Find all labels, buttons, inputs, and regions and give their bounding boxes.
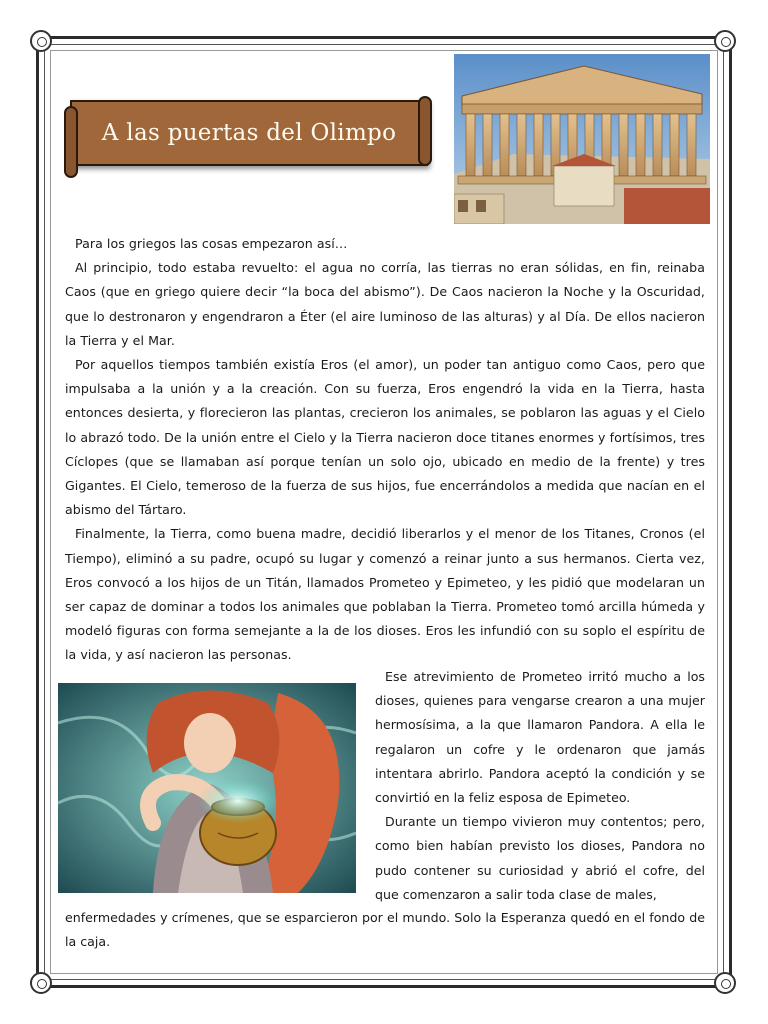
paragraph-caos: Al principio, todo estaba revuelto: el agua no corría, las tierras no eran sólidas, en fin, reinaba Caos (que en griego quiere decir “la boca del abismo”). De Caos nacieron la Noche y la Oscuridad, que lo destronaron y engendraron a Éter (el aire luminoso de las alturas) y al Día. De ellos nacieron la Tierra y el Mar.	[65, 260, 705, 348]
banner-scroll-roll-left	[64, 106, 78, 178]
corner-ornament-top-right	[714, 30, 736, 52]
pandora-illustration	[58, 683, 356, 893]
paragraph-esperanza: enfermedades y crímenes, que se esparcieron por el mundo. Solo la Esperanza quedó en el fondo de la caja.	[65, 910, 705, 950]
page-title: A las puertas del Olimpo	[101, 120, 397, 146]
story-ending	[65, 906, 705, 954]
corner-ornament-top-left	[30, 30, 52, 52]
corner-ornament-bottom-right	[714, 972, 736, 994]
story-body	[65, 232, 705, 668]
parthenon-illustration	[454, 54, 710, 224]
paragraph-pandora: Ese atrevimiento de Prometeo irritó mucho a los dioses, quienes para vengarse crearon a una mujer hermosísima, a la que llamaron Pandora. A ella le regalaron un cofre y le ordenaron que jamás intentara abrirlo. Pandora aceptó la condición y se convirtió en la feliz esposa de Epimeteo.	[375, 669, 705, 806]
story-side-column	[375, 665, 705, 907]
title-banner	[70, 100, 428, 166]
paragraph-intro: Para los griegos las cosas empezaron así…	[75, 236, 348, 251]
paragraph-eros: Por aquellos tiempos también existía Eros (el amor), un poder tan antiguo como Caos, pero que impulsaba a la unión y a la creación. Con su fuerza, Eros engendró la vida en la Tierra, hasta entonces desierta, y florecieron las plantas, crecieron los animales, se poblaron las aguas y el Cielo lo abrazó todo. De la unión entre el Cielo y la Tierra nacieron doce titanes enormes y fortísimos, tres Cíclopes (que se llamaban así porque tenían un solo ojo, ubicado en medio de la frente) y tres Gigantes. El Cielo, temeroso de la fuerza de sus hijos, fue encerrándolos a medida que nacían en el abismo del Tártaro.	[65, 357, 705, 518]
paragraph-cronos: Finalmente, la Tierra, como buena madre, decidió liberarlos y el menor de los Titanes, Cronos (el Tiempo), eliminó a su padre, ocupó su lugar y comenzó a reinar junto a sus hermanos. Cierta vez, Eros convocó a los hijos de un Titán, llamados Prometeo y Epimeteo, y les pidió que modelaran un ser capaz de dominar a todos los animales que poblaban la Tierra. Prometeo tomó arcilla húmeda y modeló figuras con forma semejante a la de los dioses. Eros les infundió con su soplo el espíritu de la vida, y así nacieron las personas.	[65, 526, 705, 663]
paragraph-cofre: Durante un tiempo vivieron muy contentos; pero, como bien habían previsto los dioses, Pandora no pudo contener su curiosidad y abrió el cofre, del que comenzaron a salir toda clase de males,	[375, 814, 705, 902]
banner-scroll-roll-right	[418, 96, 432, 166]
corner-ornament-bottom-left	[30, 972, 52, 994]
